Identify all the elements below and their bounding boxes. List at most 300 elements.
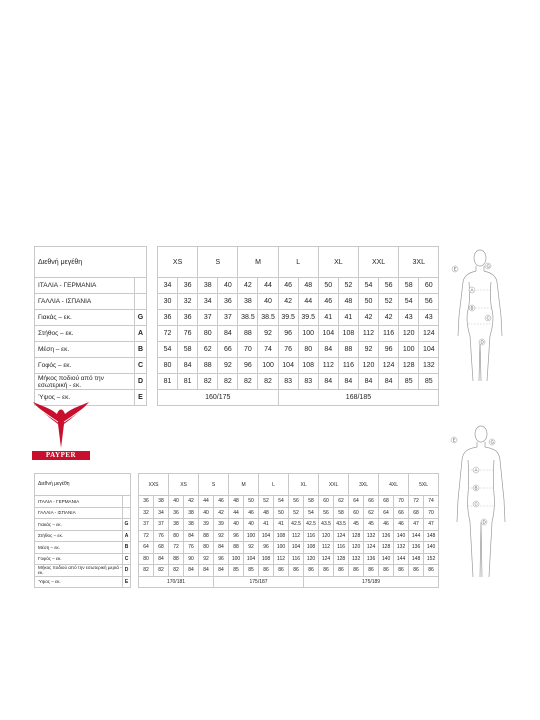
size-value: 104 bbox=[278, 358, 298, 374]
size-value: 84 bbox=[379, 374, 399, 390]
size-value: 92 bbox=[358, 342, 378, 358]
size-value: 86 bbox=[289, 565, 304, 577]
size-value: 136 bbox=[409, 542, 424, 554]
size-value: 120 bbox=[399, 326, 419, 342]
size-value: 116 bbox=[289, 553, 304, 565]
size-value: 54 bbox=[274, 496, 289, 508]
size-value: 42 bbox=[184, 496, 199, 508]
table-row bbox=[35, 326, 439, 342]
size-value: 100 bbox=[399, 342, 419, 358]
size-value: 41 bbox=[338, 310, 358, 326]
size-value: 42.5 bbox=[289, 519, 304, 531]
row-label: ΓΑΛΛΙΑ - ΙΣΠΑΝΙΑ bbox=[35, 507, 123, 519]
measure-letter bbox=[135, 278, 147, 294]
size-value: 88 bbox=[238, 326, 258, 342]
size-value: 52 bbox=[338, 278, 358, 294]
size-value: 96 bbox=[278, 326, 298, 342]
size-value: 43.5 bbox=[334, 519, 349, 531]
size-value: 84 bbox=[318, 342, 338, 358]
size-value: 84 bbox=[214, 542, 229, 554]
row-label: Γιακάς – εκ. bbox=[35, 310, 135, 326]
size-value: 80 bbox=[169, 530, 184, 542]
size-value: 48 bbox=[338, 294, 358, 310]
size-value: 44 bbox=[298, 294, 318, 310]
measure-letter: E bbox=[135, 390, 147, 406]
size-value: 128 bbox=[379, 542, 394, 554]
size-value: 62 bbox=[334, 496, 349, 508]
measure-letter: C bbox=[135, 358, 147, 374]
size-value: 38 bbox=[169, 519, 184, 531]
size-value: 86 bbox=[274, 565, 289, 577]
size-value: 88 bbox=[338, 342, 358, 358]
size-value: 41 bbox=[318, 310, 338, 326]
size-value: 82 bbox=[258, 374, 278, 390]
size-value: 132 bbox=[364, 530, 379, 542]
svg-text:D: D bbox=[480, 339, 484, 345]
size-value: 92 bbox=[214, 530, 229, 542]
size-value: 88 bbox=[199, 530, 214, 542]
size-header: 5XL bbox=[409, 474, 439, 496]
size-value: 92 bbox=[244, 542, 259, 554]
size-value: 40 bbox=[218, 278, 238, 294]
size-value: 86 bbox=[304, 565, 319, 577]
size-value: 36 bbox=[169, 507, 184, 519]
size-value: 46 bbox=[278, 278, 298, 294]
size-value: 60 bbox=[349, 507, 364, 519]
size-value: 68 bbox=[379, 496, 394, 508]
size-value: 60 bbox=[419, 278, 439, 294]
row-label: Γιακάς – εκ. bbox=[35, 519, 123, 531]
size-value: 46 bbox=[394, 519, 409, 531]
size-value: 34 bbox=[198, 294, 218, 310]
size-value: 38 bbox=[184, 519, 199, 531]
size-value: 45 bbox=[364, 519, 379, 531]
row-label: Στήθος – εκ. bbox=[35, 530, 123, 542]
size-value: 62 bbox=[198, 342, 218, 358]
size-value: 54 bbox=[304, 507, 319, 519]
row-label: Μέση – εκ. bbox=[35, 342, 135, 358]
measure-letter: A bbox=[123, 530, 131, 542]
size-value: 96 bbox=[229, 530, 244, 542]
size-value: 88 bbox=[229, 542, 244, 554]
size-value: 46 bbox=[318, 294, 338, 310]
size-value: 84 bbox=[358, 374, 378, 390]
size-value: 82 bbox=[154, 565, 169, 577]
payper-bird-logo bbox=[32, 398, 90, 450]
size-value: 80 bbox=[298, 342, 318, 358]
size-value: 124 bbox=[419, 326, 439, 342]
row-label: Γοφός – εκ. bbox=[35, 358, 135, 374]
svg-text:B: B bbox=[470, 305, 474, 311]
blank-cell bbox=[147, 342, 158, 358]
size-value: 96 bbox=[259, 542, 274, 554]
size-value: 60 bbox=[319, 496, 334, 508]
size-value: 116 bbox=[379, 326, 399, 342]
size-value: 52 bbox=[259, 496, 274, 508]
size-value: 50 bbox=[318, 278, 338, 294]
header-label: Διεθνή μεγέθη bbox=[35, 247, 147, 278]
size-value: 56 bbox=[289, 496, 304, 508]
blank-cell bbox=[147, 326, 158, 342]
size-value: 85 bbox=[399, 374, 419, 390]
men-size-table bbox=[34, 473, 439, 588]
size-value: 40 bbox=[229, 519, 244, 531]
row-label: Μήκος ποδιού από την εσωτερική μεριά - εκ. bbox=[35, 565, 123, 577]
size-value: 37 bbox=[218, 310, 238, 326]
size-value: 43.5 bbox=[319, 519, 334, 531]
size-value: 36 bbox=[218, 294, 238, 310]
size-header: S bbox=[199, 474, 229, 496]
size-value: 39.5 bbox=[278, 310, 298, 326]
size-value: 37 bbox=[139, 519, 154, 531]
measure-letter bbox=[123, 496, 131, 508]
size-header: 4XL bbox=[379, 474, 409, 496]
size-value: 144 bbox=[409, 530, 424, 542]
header-row bbox=[35, 247, 439, 278]
size-header: L bbox=[278, 247, 318, 278]
size-value: 76 bbox=[278, 342, 298, 358]
size-header: L bbox=[259, 474, 289, 496]
size-value: 132 bbox=[419, 358, 439, 374]
size-value: 34 bbox=[154, 507, 169, 519]
size-header: XS bbox=[169, 474, 199, 496]
size-value: 66 bbox=[364, 496, 379, 508]
measure-letter: G bbox=[135, 310, 147, 326]
size-value: 108 bbox=[304, 542, 319, 554]
size-value: 88 bbox=[169, 553, 184, 565]
measure-letter: C bbox=[123, 553, 131, 565]
size-value: 76 bbox=[184, 542, 199, 554]
size-value: 140 bbox=[424, 542, 439, 554]
size-value: 140 bbox=[379, 553, 394, 565]
size-value: 58 bbox=[304, 496, 319, 508]
size-value: 48 bbox=[259, 507, 274, 519]
size-value: 82 bbox=[139, 565, 154, 577]
size-value: 92 bbox=[258, 326, 278, 342]
size-value: 54 bbox=[399, 294, 419, 310]
size-value: 104 bbox=[244, 553, 259, 565]
size-value: 45 bbox=[349, 519, 364, 531]
size-value: 100 bbox=[274, 542, 289, 554]
table-row bbox=[35, 542, 439, 554]
size-value: 54 bbox=[358, 278, 378, 294]
size-value: 37 bbox=[154, 519, 169, 531]
size-value: 39 bbox=[199, 519, 214, 531]
table-row bbox=[35, 278, 439, 294]
size-header: M bbox=[238, 247, 278, 278]
size-value: 80 bbox=[139, 553, 154, 565]
size-value: 144 bbox=[394, 553, 409, 565]
size-value: 32 bbox=[139, 507, 154, 519]
size-value: 136 bbox=[379, 530, 394, 542]
size-value: 86 bbox=[409, 565, 424, 577]
size-value: 58 bbox=[178, 342, 198, 358]
size-value: 86 bbox=[259, 565, 274, 577]
blank-cell bbox=[131, 565, 139, 577]
size-value: 48 bbox=[229, 496, 244, 508]
table-row bbox=[35, 358, 439, 374]
size-value: 104 bbox=[289, 542, 304, 554]
size-value: 32 bbox=[178, 294, 198, 310]
size-value: 39.5 bbox=[298, 310, 318, 326]
size-value: 76 bbox=[178, 326, 198, 342]
header-row bbox=[35, 474, 439, 496]
size-value: 44 bbox=[229, 507, 244, 519]
size-value: 38.5 bbox=[258, 310, 278, 326]
size-value: 82 bbox=[198, 374, 218, 390]
table-row bbox=[35, 507, 439, 519]
size-value: 47 bbox=[409, 519, 424, 531]
svg-text:C: C bbox=[474, 501, 478, 507]
header-label: Διεθνή μεγέθη bbox=[35, 474, 131, 496]
size-value: 56 bbox=[419, 294, 439, 310]
size-header: 3XL bbox=[349, 474, 379, 496]
size-header: S bbox=[198, 247, 238, 278]
blank-cell bbox=[131, 576, 139, 588]
size-value: 96 bbox=[214, 553, 229, 565]
table-row bbox=[35, 565, 439, 577]
size-value: 42 bbox=[214, 507, 229, 519]
size-value: 124 bbox=[379, 358, 399, 374]
size-value: 92 bbox=[199, 553, 214, 565]
size-header: XXS bbox=[139, 474, 169, 496]
row-label: Γοφός – εκ. bbox=[35, 553, 123, 565]
measure-letter: B bbox=[123, 542, 131, 554]
measure-letter: A bbox=[135, 326, 147, 342]
blank-cell bbox=[131, 542, 139, 554]
blank-cell bbox=[131, 530, 139, 542]
size-value: 85 bbox=[229, 565, 244, 577]
measure-letter: D bbox=[135, 374, 147, 390]
size-value: 86 bbox=[364, 565, 379, 577]
size-value: 80 bbox=[158, 358, 178, 374]
size-value: 86 bbox=[319, 565, 334, 577]
size-value: 74 bbox=[424, 496, 439, 508]
size-value: 112 bbox=[318, 358, 338, 374]
svg-text:E: E bbox=[453, 266, 457, 272]
size-value: 44 bbox=[258, 278, 278, 294]
blank-cell bbox=[131, 474, 139, 496]
size-value: 112 bbox=[274, 553, 289, 565]
size-value: 85 bbox=[419, 374, 439, 390]
row-label: Μέση – εκ. bbox=[35, 542, 123, 554]
height-group: 160/175 bbox=[158, 390, 279, 406]
size-value: 86 bbox=[424, 565, 439, 577]
size-value: 82 bbox=[238, 374, 258, 390]
size-value: 81 bbox=[178, 374, 198, 390]
size-value: 112 bbox=[289, 530, 304, 542]
size-value: 124 bbox=[364, 542, 379, 554]
size-value: 46 bbox=[244, 507, 259, 519]
blank-cell bbox=[147, 247, 158, 278]
measure-letter: G bbox=[123, 519, 131, 531]
size-value: 36 bbox=[178, 278, 198, 294]
size-value: 46 bbox=[379, 519, 394, 531]
size-value: 36 bbox=[139, 496, 154, 508]
blank-cell bbox=[131, 519, 139, 531]
size-value: 36 bbox=[178, 310, 198, 326]
size-value: 56 bbox=[379, 278, 399, 294]
size-value: 96 bbox=[238, 358, 258, 374]
size-value: 68 bbox=[154, 542, 169, 554]
size-value: 50 bbox=[274, 507, 289, 519]
size-value: 84 bbox=[184, 565, 199, 577]
size-value: 116 bbox=[338, 358, 358, 374]
size-value: 72 bbox=[158, 326, 178, 342]
size-value: 86 bbox=[394, 565, 409, 577]
measure-letter bbox=[135, 294, 147, 310]
size-value: 80 bbox=[199, 542, 214, 554]
size-value: 72 bbox=[409, 496, 424, 508]
size-value: 40 bbox=[258, 294, 278, 310]
size-value: 42 bbox=[278, 294, 298, 310]
blank-cell bbox=[147, 310, 158, 326]
size-value: 82 bbox=[218, 374, 238, 390]
size-value: 44 bbox=[199, 496, 214, 508]
size-value: 36 bbox=[158, 310, 178, 326]
female-body-measurement-figure bbox=[446, 246, 516, 386]
size-value: 74 bbox=[258, 342, 278, 358]
row-label: ΙΤΑΛΙΑ - ΓΕΡΜΑΝΙΑ bbox=[35, 496, 123, 508]
size-value: 52 bbox=[289, 507, 304, 519]
size-value: 84 bbox=[318, 374, 338, 390]
size-value: 30 bbox=[158, 294, 178, 310]
size-value: 41 bbox=[259, 519, 274, 531]
size-value: 100 bbox=[258, 358, 278, 374]
measure-letter: B bbox=[135, 342, 147, 358]
size-value: 58 bbox=[334, 507, 349, 519]
size-value: 47 bbox=[424, 519, 439, 531]
size-value: 38 bbox=[154, 496, 169, 508]
blank-cell bbox=[147, 358, 158, 374]
size-value: 140 bbox=[394, 530, 409, 542]
size-value: 70 bbox=[394, 496, 409, 508]
table-row bbox=[35, 496, 439, 508]
measure-letter: E bbox=[123, 576, 131, 588]
size-value: 43 bbox=[399, 310, 419, 326]
size-value: 116 bbox=[334, 542, 349, 554]
size-value: 38.5 bbox=[238, 310, 258, 326]
table-row bbox=[35, 374, 439, 390]
size-value: 42 bbox=[379, 310, 399, 326]
size-value: 84 bbox=[199, 565, 214, 577]
size-value: 108 bbox=[259, 553, 274, 565]
size-value: 152 bbox=[424, 553, 439, 565]
size-value: 70 bbox=[424, 507, 439, 519]
blank-cell bbox=[131, 553, 139, 565]
size-value: 120 bbox=[349, 542, 364, 554]
height-group: 175/189 bbox=[304, 576, 439, 588]
svg-text:D: D bbox=[482, 519, 486, 525]
size-value: 42 bbox=[358, 310, 378, 326]
size-value: 42 bbox=[238, 278, 258, 294]
size-value: 43 bbox=[419, 310, 439, 326]
brand-name: PAYPER bbox=[32, 451, 90, 460]
women-size-table bbox=[34, 246, 439, 406]
blank-cell bbox=[131, 507, 139, 519]
size-value: 86 bbox=[379, 565, 394, 577]
size-value: 100 bbox=[229, 553, 244, 565]
size-value: 86 bbox=[349, 565, 364, 577]
size-value: 86 bbox=[334, 565, 349, 577]
size-value: 108 bbox=[298, 358, 318, 374]
svg-text:E: E bbox=[452, 437, 456, 443]
size-header: XXL bbox=[319, 474, 349, 496]
svg-text:G: G bbox=[486, 263, 491, 269]
size-value: 83 bbox=[278, 374, 298, 390]
size-value: 84 bbox=[214, 565, 229, 577]
table-row bbox=[35, 342, 439, 358]
size-value: 66 bbox=[218, 342, 238, 358]
size-value: 41 bbox=[274, 519, 289, 531]
svg-text:B: B bbox=[474, 485, 478, 491]
size-header: XXL bbox=[358, 247, 398, 278]
size-value: 62 bbox=[364, 507, 379, 519]
size-value: 66 bbox=[394, 507, 409, 519]
size-header: XS bbox=[158, 247, 198, 278]
size-value: 50 bbox=[358, 294, 378, 310]
size-value: 112 bbox=[358, 326, 378, 342]
size-value: 37 bbox=[198, 310, 218, 326]
size-value: 128 bbox=[349, 530, 364, 542]
size-header: XL bbox=[289, 474, 319, 496]
row-label: Μήκος ποδιού από την εσωτερική - εκ. bbox=[35, 374, 135, 390]
size-value: 50 bbox=[244, 496, 259, 508]
size-value: 104 bbox=[259, 530, 274, 542]
size-value: 82 bbox=[169, 565, 184, 577]
table-row bbox=[35, 519, 439, 531]
svg-text:A: A bbox=[474, 467, 478, 473]
size-value: 70 bbox=[238, 342, 258, 358]
size-value: 92 bbox=[218, 358, 238, 374]
row-label: ΙΤΑΛΙΑ - ΓΕΡΜΑΝΙΑ bbox=[35, 278, 135, 294]
size-value: 120 bbox=[358, 358, 378, 374]
size-value: 38 bbox=[198, 278, 218, 294]
size-value: 64 bbox=[379, 507, 394, 519]
size-value: 85 bbox=[244, 565, 259, 577]
size-value: 148 bbox=[409, 553, 424, 565]
table-row bbox=[35, 310, 439, 326]
measure-letter: D bbox=[123, 565, 131, 577]
size-header: XL bbox=[318, 247, 358, 278]
size-value: 64 bbox=[139, 542, 154, 554]
size-value: 136 bbox=[364, 553, 379, 565]
size-value: 128 bbox=[334, 553, 349, 565]
table-row bbox=[35, 294, 439, 310]
table-row-height bbox=[35, 390, 439, 406]
blank-cell bbox=[147, 374, 158, 390]
size-value: 56 bbox=[319, 507, 334, 519]
size-value: 96 bbox=[379, 342, 399, 358]
size-value: 84 bbox=[338, 374, 358, 390]
height-group: 168/185 bbox=[278, 390, 439, 406]
size-value: 72 bbox=[139, 530, 154, 542]
svg-text:G: G bbox=[490, 439, 495, 445]
size-value: 48 bbox=[298, 278, 318, 294]
size-value: 108 bbox=[274, 530, 289, 542]
size-value: 58 bbox=[399, 278, 419, 294]
table-row-height bbox=[35, 576, 439, 588]
table-row bbox=[35, 530, 439, 542]
size-value: 100 bbox=[298, 326, 318, 342]
size-value: 100 bbox=[244, 530, 259, 542]
size-value: 39 bbox=[214, 519, 229, 531]
size-value: 120 bbox=[319, 530, 334, 542]
row-label: Ύψος – εκ. bbox=[35, 390, 135, 406]
size-value: 42.5 bbox=[304, 519, 319, 531]
blank-cell bbox=[147, 390, 158, 406]
height-group: 170/181 bbox=[139, 576, 214, 588]
